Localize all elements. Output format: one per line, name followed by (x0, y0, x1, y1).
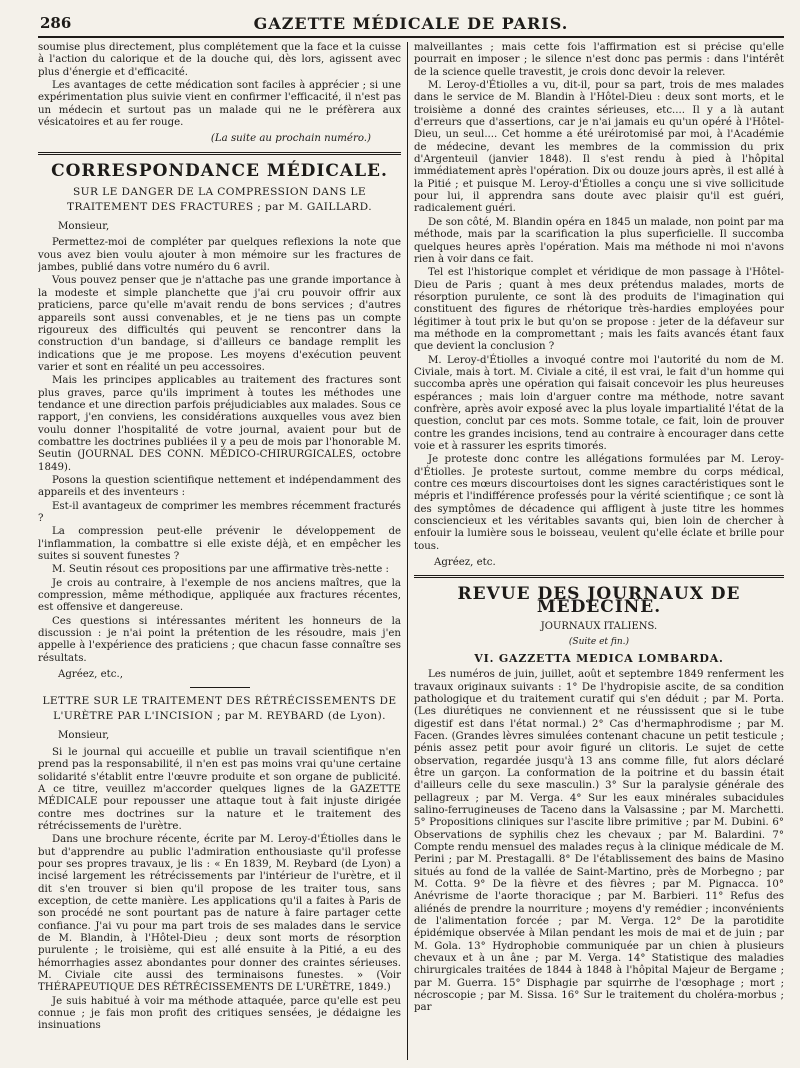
left-column (38, 42, 401, 1060)
letter-divider (190, 687, 250, 688)
continued-paragraph: Les avantages de cette médication sont faciles à apprécier ; si une expérimentation plus suivie vient en confirmer l'efficacité, il n'est pas un médecin et surtout pas un malade qui ne le préfèrera aux vésicatoires et au fer rouge. (38, 80, 401, 129)
section-divider (38, 152, 401, 155)
letter-2-salutation: Monsieur, (58, 730, 110, 742)
letter-1-paragraph: Permettez-moi de compléter par quelques reflexions la note que vous avez bien voulu ajouter à mon mémoire sur les fractures de jambes, publié dans votre numéro du 6 avril. (38, 237, 401, 274)
letter-1-closing: Agréez, etc., (58, 669, 123, 681)
revue-note: (Suite et fin.) (568, 637, 630, 648)
letter-2-paragraph: Dans une brochure récente, écrite par M. Leroy-d'Étiolles dans le but d'apprendre au public l'admiration enthousiaste qu'il professe pour ses propres travaux, je lis : « En 1839, M. Reybard (de Lyon) a incisé largement les rétrécissements par l'intérieur de l'urètre, et il dit s'en trouver si bien qu'il propose de les traiter tous, sans exception, de cette manière. Les applications qu'il a faites à Paris de son procédé ne sont pourtant pas de nature à faire partager cette confiance. J'ai vu pour ma part trois de ses malades dans le service de M. Blandin, à l'Hôtel-Dieu ; deux sont morts de résorption purulente ; le troisième, qui est allé ensuite à la Pitié, a eu des hémorrhagies assez abondantes pour donner des craintes sérieuses. M. Civiale cite aussi des terminaisons funestes. » (Voir THÉRAPEUTIQUE DES RÉTRÉCISSEMENTS DE L'URÈTRE, 1849.) (38, 834, 401, 994)
page-columns (38, 42, 784, 1060)
letter-1-title: SUR LE DANGER DE LA COMPRESSION DANS LE TRAITEMENT DES FRACTURES ; par M. GAILLARD. (67, 186, 372, 214)
section-divider (414, 575, 784, 578)
letter-1-paragraph: Je crois au contraire, à l'exemple de nos anciens maîtres, que la compression, même méthodique, appliquée aux fractures récentes, est offensive et dangereuse. (38, 577, 401, 614)
revue-title: REVUE DES JOURNAUX DE MÉDECINE. (457, 584, 741, 617)
letter-1-paragraph: M. Seutin résout ces propositions par une affirmative très-nette : (52, 564, 389, 576)
to-be-continued-note: (La suite au prochain numéro.) (210, 133, 371, 145)
letter-1-paragraph: Mais les principes applicables au traitement des fractures sont plus graves, parce qu'ils impriment à toutes les méthodes une tendance et une direction parfois préjudiciables aux malades. Sous ce rapport, j'en conviens, les considérations auxquelles vous avez bien voulu donner l'hospitalité de votre journal, avaient pour but de combattre les doctrines publiées il y a peu de mois par l'honorable M. Seutin (JOURNAL DES CONN. MÉDICO-CHIRURGICALES, octobre 1849). (38, 375, 401, 473)
letter-2-paragraph: M. Leroy-d'Étiolles a vu, dit-il, pour sa part, trois de mes malades dans le service de M. Blandin à l'Hôtel-Dieu : deux sont morts, et le troisième a donné des craintes sérieuses, etc.... Il y a là autant d'erreurs que d'assertions, car je n'ai jamais eu qu'un opéré à l'Hôtel-Dieu, un seul.... Cet homme a été uréirotomisé par moi, à l'Académie de médecine, devant les membres de la commission du prix d'Argenteuil (janvier 1848). Il s'est rendu à pied à l'hôpital immédiatement après l'opération. Dix ou douze jours après, il est allé à la Pitié ; et puisque M. Leroy-d'Étiolles a conçu une si vive sollicitude pour lui, il apprendra sans doute avec plaisir qu'il est guéri, radicalement guéri. (414, 80, 784, 215)
revue-subtitle: JOURNAUX ITALIENS. (540, 621, 658, 633)
letter-1-paragraph: Vous pouvez penser que je n'attache pas une grande importance à la modeste et simple planchette que j'ai cru pouvoir offrir aux praticiens, parce qu'elle m'avait rendu de bons services ; d'autres appareils sont aussi convenables, et je ne tiens pas un compte rigoureux des difficultés qui peuvent se rencontrer dans la construction d'un bandage, si d'ailleurs ce bandage remplit les indications que je me propose. Les moyens d'exécution peuvent varier et sont en réalité un peu accessoires. (38, 275, 401, 373)
letter-2-title: LETTRE SUR LE TRAITEMENT DES RÉTRÉCISSEMENTS DE L'URÈTRE PAR L'INCISION ; par M. REYBARD (de Lyon). (42, 695, 397, 723)
letter-1-paragraph: Est-il avantageux de comprimer les membres récemment fracturés ? (38, 500, 401, 524)
right-column (414, 42, 784, 1060)
column-divider (407, 42, 408, 1060)
revue-paragraph: Les numéros de juin, juillet, août et septembre 1849 renferment les travaux originaux suivants : 1° De l'hydropisie ascite, de sa condition pathologique et du traitement curatif qui s'en déduit ; par M. Porta. (Les diurétiques ne conviennent et ne réussissent que si le tube digestif est dans l'état normal.) 2° Cas d'hermaphrodisme ; par M. Facen. (Grandes lèvres simulées contenant chacune un petit testicule ; pénis assez petit pour avoir figuré un clitoris. Le sujet de cette observation, regardée jusqu'à 13 ans comme fille, fut alors déclaré être un garçon. La conformation de la poitrine et du bassin était d'ailleurs celle du sexe masculin.) 3° Sur la paralysie générale des pellagreux ; par M. Verga. 4° Sur les eaux minérales subacidules salino-ferrugineuses de Taceno dans la Valsassine ; par M. Marchetti. 5° Propositions cliniques sur l'ascite libre primitive ; par M. Dubini. 6° Observations de syphilis chez les chevaux ; par M. Balardini. 7° Compte rendu mensuel des malades reçus à la clinique médicale de M. Perini ; par M. Prestagalli. 8° De l'établissement des bains de Masino situés au fond de la vallée de Saint-Martino, près de Morbegno ; par M. Cotta. 9° De la fièvre et des fièvres ; par M. Pignacca. 10° Anévrisme de l'aorte thoracique ; par M. Barbieri. 11° Refus des aliénés de prendre la nourriture ; moyens d'y remédier ; inconvénients de l'alimentation forcée ; par M. Verga. 12° De la parotidite épidémique observée à Milan pendant les mois de mai et de juin ; par M. Gola. 13° Hydrophobie communiquée par un chien à plusieurs chevaux et à un âne ; par M. Verga. 14° Statistique des maladies chirurgicales traitées de 1844 à 1848 à l'hôpital Majeur de Bergame ; par M. Guerra. 15° Disphagie par squirrhe de l'œsophage ; mort ; nécroscopie ; par M. Sissa. 16° Sur le traitement du choléra-morbus ; par (414, 669, 784, 1014)
letter-2-paragraph: Je suis habitué à voir ma méthode attaquée, parce qu'elle est peu connue ; je fais mon profit des critiques sensées, je dédaigne les insinuations (38, 995, 401, 1032)
letter-2-closing: Agréez, etc. (434, 557, 496, 569)
letter-2-paragraph: De son côté, M. Blandin opéra en 1845 un malade, non point par ma méthode, mais par la scarification la plus superficielle. Il succomba quelques heures après l'opération. Mais ma méthode ni moi n'avons rien à voir dans ce fait. (414, 216, 784, 265)
letter-2-continued: malveillantes ; mais cette fois l'affirmation est si précise qu'elle pourrait en imposer ; le silence n'est donc pas permis : dans l'intérêt de la science quelle travestit, je crois donc devoir la relever. (414, 42, 784, 78)
letter-2-paragraph: M. Leroy-d'Étiolles a invoqué contre moi l'autorité du nom de M. Civiale, mais à tort. M. Civiale a cité, il est vrai, le fait d'un homme qui succomba après une opération qui faisait concevoir les plus heureuses espérances ; mais loin d'arguer contre ma méthode, notre savant confrère, après avoir exposé avec la plus loyale impartialité l'état de la question, conclut par ces mots. Somme totale, ce fait, loin de prouver contre les grandes incisions, tend au contraire à encourager dans cette voie et à rassurer les esprits timorés. (414, 354, 784, 452)
letter-2-paragraph: Si le journal qui accueille et publie un travail scientifique n'en prend pas la responsabilité, il n'en est pas moins vrai qu'une certaine solidarité s'établit entre l'œuvre produite et son organe de publicité. A ce titre, veuillez m'accorder quelques lignes de la GAZETTE MÉDICALE pour repousser une attaque tout à fait injuste dirigée contre mes doctrines sur la nature et le traitement des rétrécissements de l'urètre. (38, 746, 401, 832)
journal-title: GAZETTE MÉDICALE DE PARIS. (253, 14, 569, 33)
letter-2-paragraph: Tel est l'historique complet et véridique de mon passage à l'Hôtel-Dieu de Paris ; quant à mes deux prétendus malades, morts de résorption purulente, ce sont là des produits de l'imagination qui constituent des figures de rhétorique très-hardies employées pour légitimer à tout prix le but qu'on se propose : jeter de la défaveur sur ma méthode en la compromettant ; mais les faits avancés étant faux que devient la conclusion ? (414, 267, 784, 353)
page-header (38, 12, 784, 38)
letter-1-paragraph: Ces questions si intéressantes méritent les honneurs de la discussion : je n'ai point la prétention de les résoudre, mais j'en appelle à l'expérience des praticiens ; que chacun fasse connaître ses résultats. (38, 615, 401, 664)
page-number: 286 (40, 14, 72, 32)
continued-paragraph: soumise plus directement, plus complétement que la face et la cuisse à l'action du calorique et de la douche qui, dès lors, agissent avec plus d'énergie et d'efficacité. (38, 42, 401, 78)
letter-1-paragraph: Posons la question scientifique nettement et indépendamment des appareils et des inventeurs : (38, 474, 401, 499)
letter-2-paragraph: Je proteste donc contre les allégations formulées par M. Leroy-d'Étiolles. Je proteste surtout, comme membre du corps médical, contre ces mœurs discourtoises dont les signes caractéristiques sont le mépris et l'indifférence professés pour la vérité scientifique ; ce sont là des symptômes de décadence qui affligent à juste titre les hommes consciencieux et les véritables savants qui, bien loin de chercher à enfouir la lumière sous le boisseau, veulent qu'elle éclate et brille pour tous. (414, 454, 784, 552)
letter-1-salutation: Monsieur, (58, 221, 110, 233)
correspondance-title: CORRESPONDANCE MÉDICALE. (51, 160, 388, 181)
letter-1-paragraph: La compression peut-elle prévenir le développement de l'inflammation, la combattre si elle existe déjà, et en empêcher les suites si souvent funestes ? (38, 526, 401, 563)
revue-section-heading: VI. GAZZETTA MEDICA LOMBARDA. (474, 651, 724, 665)
newspaper-page (38, 12, 784, 1060)
